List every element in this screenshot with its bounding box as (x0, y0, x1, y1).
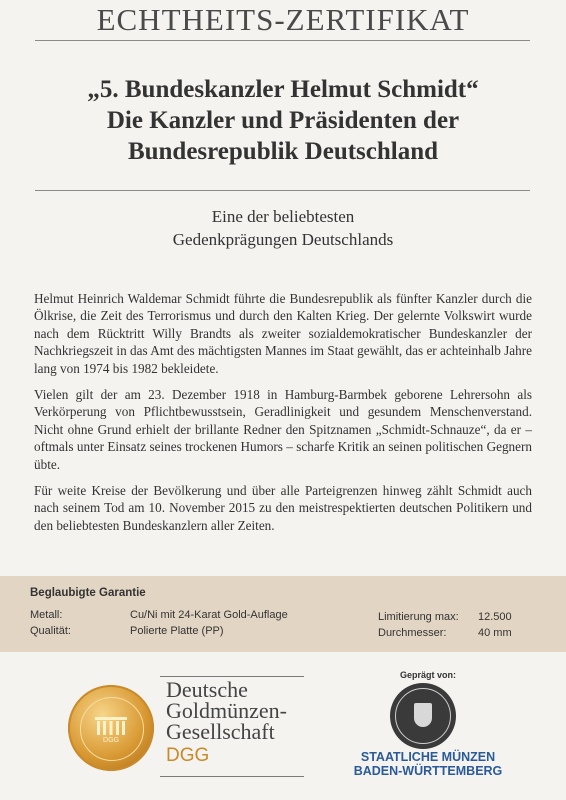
mint-name-line: STAATLICHE MÜNZEN (360, 750, 496, 764)
divider (160, 776, 304, 777)
coin-title-line: Bundesrepublik Deutschland (127, 138, 439, 165)
description-text (34, 290, 532, 543)
subtitle-line: Gedenkprägungen Deutschlands (172, 230, 394, 249)
dgg-seal-logo (68, 685, 154, 771)
certificate-heading: ECHTHEITS-ZERTIFIKAT (96, 2, 470, 37)
subtitle (20, 205, 546, 251)
divider (35, 190, 530, 191)
coat-of-arms-icon (414, 703, 432, 727)
diameter-label: Durchmesser: (378, 627, 447, 639)
seal-text: DGG (103, 737, 119, 744)
diameter-value: 40 mm (478, 627, 512, 639)
coin-title (20, 74, 546, 167)
guarantee-heading: Beglaubigte Garantie (30, 587, 146, 599)
company-name-line: Gesellschaft (166, 719, 275, 744)
mint-name-line: BADEN-WÜRTTEMBERG (353, 764, 503, 778)
paragraph: Helmut Heinrich Waldemar Schmidt führte die Bundesrepublik als fünfter Kanzler durch die Ölkrise, die Zeit des Terrorismus und durch den Kalten Krieg. Der gelernte Volkswirt wurde nach dem Rücktritt Willy Brandts als zweiter sozialdemokratischer Bundeskanzler der Nachkriegszeit in das Amt des mächtigsten Mannes im Staat gewählt, das er achteinhalb Jahre lang von 1974 bis 1982 bekleidete. (34, 291, 532, 376)
metal-value: Cu/Ni mit 24-Karat Gold-Auflage (130, 609, 288, 621)
minted-by-label: Geprägt von: (400, 670, 457, 680)
subtitle-line: Eine der beliebtesten (211, 207, 355, 226)
company-name-line: Goldmünzen- (166, 698, 287, 723)
limit-value: 12.500 (478, 611, 512, 623)
guarantee-band (0, 576, 566, 652)
quality-value: Polierte Platte (PP) (130, 625, 224, 637)
dgg-company-name (166, 679, 287, 742)
dgg-abbreviation: DGG (166, 745, 210, 766)
paragraph: Vielen gilt der am 23. Dezember 1918 in Hamburg-Barmbek geborene Lehrersohn als Verkörperung von Pflichtbewusstsein, Geradlinigkeit und gesundem Menschenverstand. Nicht ohne Grund erhielt der brillante Redner den Spitznamen „Schmidt-Schnauze“, da er – oftmals unter Einsatz seines trockenen Humors – scharfe Kritik an seinen politischen Gegnern übte. (34, 387, 532, 472)
coin-title-line: „5. Bundeskanzler Helmut Schmidt“ (87, 76, 479, 103)
paragraph: Für weite Kreise der Bevölkerung und über alle Parteigrenzen hinweg zählt Schmidt auch nach seinem Tod am 10. November 2015 zu den meistrespektierten deutschen Politikern und den beliebtesten Bundeskanzlern aller Zeiten. (34, 483, 532, 533)
company-name-line: Deutsche (166, 677, 248, 702)
quality-label: Qualität: (30, 625, 71, 637)
divider (35, 40, 530, 41)
brandenburg-gate-icon (93, 715, 129, 737)
limit-label: Limitierung max: (378, 611, 459, 623)
mint-name (353, 750, 503, 778)
metal-label: Metall: (30, 609, 63, 621)
coin-title-line: Die Kanzler und Präsidenten der (106, 107, 460, 134)
mint-seal-logo (390, 683, 456, 749)
